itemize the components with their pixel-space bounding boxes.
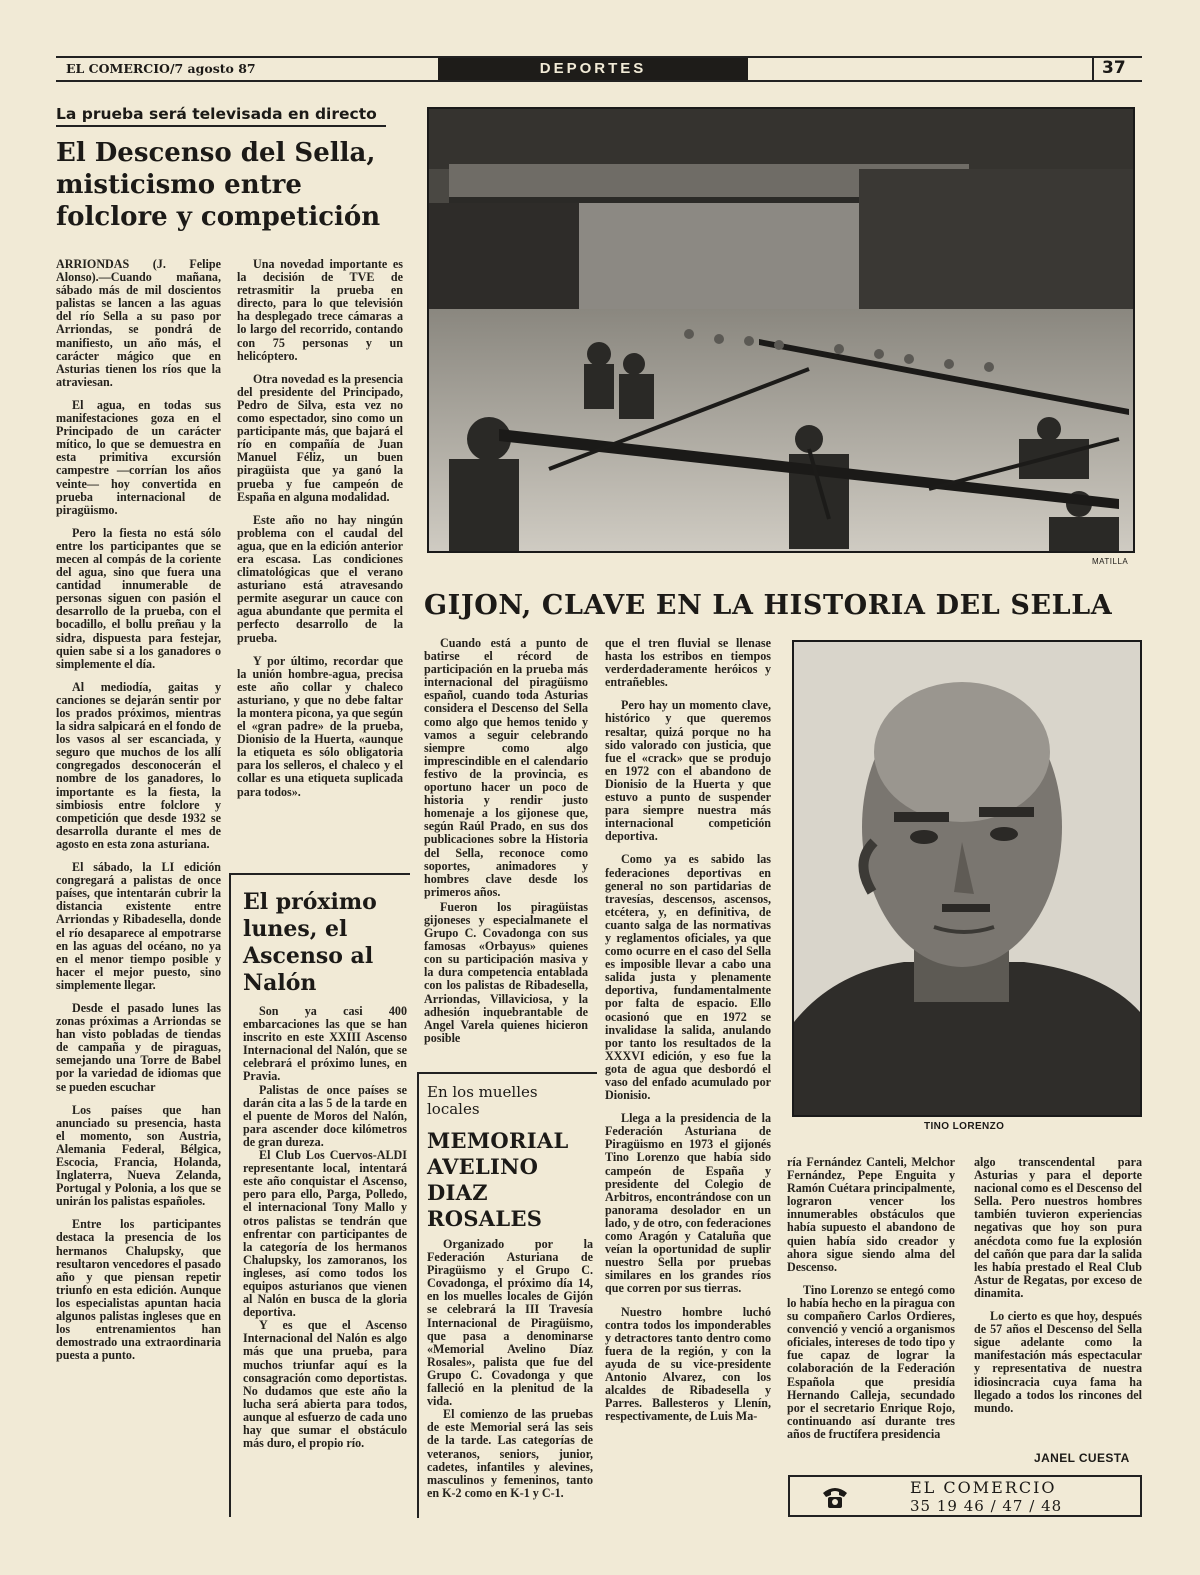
paragraph: Lo cierto es que hoy, después de 57 años el Descenso del Sella sigue adelante como la manifestación más espectacular y representativa de nuestra idiosincracia cuya fama ha llegado a todos los rincones del mundo. xyxy=(974,1309,1142,1415)
paragraph: Entre los participantes destaca la presencia de los hermanos Chalupsky, que resultaron vencedores el pasado año y que piensan repetir triunfo en esta edición. Aunque los especialistas apuntan hacia algunos palistas ingleses que en los entrenamientos han demostrado una extraordinaria puesta a punto. xyxy=(56,1217,221,1363)
section-title: DEPORTES xyxy=(539,60,647,77)
paragraph: Este año no hay ningún problema con el caudal del agua, que en la edición anterior era escasa. Las condiciones climatológicas que el verano asturiano está atravesando permite asegurar un cauce con agua abundante que permita el perfecto desarrollo de la prueba. xyxy=(237,512,403,645)
gijon-col4 xyxy=(974,1156,1142,1442)
paragraph: El Club Los Cuervos-ALDI representante local, intentará este año conquistar el Ascenso, pero para ello, Parga, Polledo, el internacional Tony Mallo y otros palistas se tendrán que enfrentar con participantes de la categoría de los hermanos Chalupsky, los zamoranos, los ingleses, así como todos los equipos asturianos que vienen al Nalón en busca de la gloria deportiva. xyxy=(243,1148,407,1320)
gijon-headline: GIJON, CLAVE EN LA HISTORIA DEL SELLA xyxy=(424,590,1113,621)
memorial-body xyxy=(427,1238,593,1518)
paragraph: que el tren fluvial se llenase hasta los estribos en tiempos verderdaderamente heróicos y entrañebles. xyxy=(605,637,771,690)
main-article-col1 xyxy=(56,258,221,1513)
paragraph: El sábado, la LI edición congregará a palistas de once países, que intentarán cubrir la distancia existente entre Arriondas y Ribadesella, donde el río desaparece al empotrarse en las aguas del océano, no ya en el menor tiempo posible y hacer el mejor puesto, sino simplemente llegar. xyxy=(56,860,221,992)
paragraph: Pero la fiesta no está sólo entre los participantes que se mecen al compás de la coriente del agua, sino que fuera una cantidad innumerable de personas siguen con pasión el desarrollo de la prueba, con el bocadillo, el bollu preñau y la sidra, dispuesta para festejar, quien sabe si a los ganadores o simplemente el día. xyxy=(56,525,221,671)
ad-phone: 35 19 46 / 47 / 48 xyxy=(910,1497,1063,1515)
nalon-body xyxy=(243,1005,407,1513)
memorial-headline: MEMORIAL AVELINO DIAZ ROSALES xyxy=(427,1128,569,1231)
paragraph: Desde el pasado lunes las zonas próximas a Arriondas se han visto pobladas de tiendas de campaña y de piraguas, semejando una Torre de Babel por la variedad de idiomas que se pueden escuchar xyxy=(56,1000,221,1094)
portrait-image xyxy=(794,642,1140,1115)
paragraph: Son ya casi 400 embarcaciones las que se han inscrito en este XXIII Ascenso Internacional del Nalón, que se celebrará el próximo lunes, en Pravia. xyxy=(243,1005,407,1084)
section-bar xyxy=(438,58,748,80)
paragraph: Y es que el Ascenso Internacional del Nalón es algo más que una prueba, para muchos triunfar aquí es la consagración como deportistas. No dudamos que este año la lucha será abierta para todos, aunque al esfuerzo de cada uno hay que sumar el obstáculo más duro, el propio río. xyxy=(243,1318,407,1451)
gijon-col1 xyxy=(424,637,588,1067)
race-photo-image xyxy=(429,109,1133,551)
race-photo xyxy=(427,107,1135,553)
nalon-headline: El próximo lunes, el Ascenso al Nalón xyxy=(243,889,377,996)
gijon-col3 xyxy=(787,1156,955,1466)
paragraph: Tino Lorenzo se entegó como lo había hecho en la piragua con su compañero Carlos Ordieres, convenció y venció a organismos oficiales, intereses de todo tipo y fue capaz de lograr la colaboración de la Federación Española que presidía Hernando Calleja, secundado por el secretario Enrique Rojo, continuando así durante tres años de fructífera presidencia xyxy=(787,1282,955,1441)
photo-credit: MATILLA xyxy=(1092,557,1129,566)
paragraph: Palistas de once países se darán cita a las 5 de la tarde en el puente de Moros del Nalón, para ascender doce kilómetros de gran dureza. xyxy=(243,1082,407,1149)
paragraph: Organizado por la Federación Asturiana de Piragüismo y el Grupo C. Covadonga, el próximo día 14, en los muelles locales de Gijón se celebrará la III Travesía Internacional de Piragüismo, que pasa a denominarse «Memorial Avelino Díaz Rosales», palista que fue del Grupo C. Covadonga y que falleció en la plenitud de la vida. xyxy=(427,1238,593,1409)
paragraph: algo transcendental para Asturias y para el deporte nacional como es el Descenso del Sella. Pero nuestros hombres también tuvieron experiencias negativas que hoy son pura anécdota como fue la explosión del cañón que para dar la salida les había prestado el Real Club Astur de Regatas, por exceso de dinamita. xyxy=(974,1156,1142,1300)
paragraph: ARRIONDAS (J. Felipe Alonso).—Cuando mañana, sábado más de mil doscientos palistas se lancen a las aguas del río Sella a su paso por Arriondas, se pondrá de manifiesto, un año más, el carácter mágico que en Asturias tienen los ríos que la atraviesan. xyxy=(56,258,221,389)
paragraph: Al mediodía, gaitas y canciones se dejarán sentir por los prados próximos, mientras la sidra salpicará en el fondo de los vasos al ser escanciada, y seguro que muchos de los allí congregados desconocerán el nombre de los ganadores, lo importante es la fiesta, la simbiosis entre folclore y competición que desde 1932 se desarrolla durante el mes de agosto en esta zona asturiana. xyxy=(56,679,221,851)
paragraph: Una novedad importante es la decisión de TVE de retrasmitir la prueba en directo, para lo que televisión ha desplegado trece cámaras a lo largo del recorrido, contando con 75 personas y un helicóptero. xyxy=(237,258,403,363)
gijon-col2 xyxy=(605,637,771,1517)
paragraph: Nuestro hombre luchó contra todos los imponderables y detractores tanto dentro como fuera de la región, y con la ayuda de su vice-presidente Antonio Alvarez, con los alcaldes de Ribadesella y Parres. Ballesteros y Llenín, respectivamente, de Luis Ma- xyxy=(605,1304,771,1424)
paragraph: ría Fernández Canteli, Melchor Fernández, Pepe Enguita y Ramón Cuétara principalmente, lograron vencer los innumerables obstáculos que había supuesto el abandono de quien había sido creador y ahora sigue siendo alma del Descenso. xyxy=(787,1156,955,1274)
page-header xyxy=(56,56,1142,82)
paragraph: El agua, en todas sus manifestaciones goza en el Principado de un carácter mítico, lo que se demuestra en esta primitiva excursión campestre —corrían los años veinte— hoy convertida en prueba internacional de piragüismo. xyxy=(56,397,221,517)
portrait-caption: TINO LORENZO xyxy=(924,1121,1005,1132)
paragraph: El comienzo de las pruebas de este Memorial será las seis de la tarde. Las categorías de veteranos, seniors, junior, cadetes, infantiles y alevines, masculinos y femeninos, tanto en K-2 como en K-1 y C-1. xyxy=(427,1407,593,1500)
comercio-ad xyxy=(788,1475,1142,1517)
paragraph: Y por último, recordar que la unión hombre-agua, precisa este año collar y chaleco asturiano, y que no debe faltar la montera picona, ya que según el «gran padre» de la prueba, Dionisio de la Huerta, «aunque la etiqueta es sólo obligatoria para los selleros, el chaleco y el collar es una etiqueta suplicada para todos». xyxy=(237,653,403,799)
page-number-rule xyxy=(1092,56,1094,82)
telephone-icon xyxy=(820,1483,850,1511)
memorial-box xyxy=(417,1072,597,1518)
main-headline: El Descenso del Sella, misticismo entre folclore y competición xyxy=(56,138,381,232)
nalon-box xyxy=(229,873,410,1517)
paragraph: Pero hay un momento clave, histórico y que queremos resaltar, quizá porque no ha sido valorado con justicia, que fue el «crack» que se produjo en 1972 con el abandono de Dionisio de la Huerta y que estuvo a punto de suspender para siempre nuestra más internacional competición deportiva. xyxy=(605,698,771,844)
paragraph: Otra novedad es la presencia del presidente del Principado, Pedro de Silva, esta vez no como espectador, sino como un participante más, que bajará el río en compañía de Juan Manuel Féliz, un buen piragüista que ya ganó la prueba y fue campeón de España en alguna modalidad. xyxy=(237,371,403,504)
paragraph: Fueron los piragüistas gijoneses y especialmanete el Grupo C. Covadonga con sus famosas «Orbayus» quienes con su participación masiva y la dura competencia entablada con los palistas de Ribadesella, Arriondas, Villaviciosa, y la adhesión inquebrantable de Angel Varela quienes hicieron posible xyxy=(424,899,588,1045)
paragraph: Como ya es sabido las federaciones deportivas en general no son partidarias de travesías, descensos, ascensos, etcétera, y, en definitiva, de cuanto salga de las normativas y reglamentos oficiales, ya que como ocurre en el caso del Sella es imposible llevar a cabo una salida justa y plenamente deportiva, fundamentalmente por falta de espacio. Ello ocasionó que en 1972 se invalidase la salida, anulando por tanto los resultados de la XXXVI edición, y eso fue la gota de agua que desbordó el vaso del enfado acumulado por Dionisio. xyxy=(605,852,771,1103)
paragraph: Cuando está a punto de batirse el récord de participación en la prueba más internacional del piragüismo español, cuando toda Asturias considera el Descenso del Sella como algo que hemos tenido y vamos a seguir celebrando siempre como algo imprescindible en el calendario festivo de la provincia, es oportuno hacer un poco de historia y rendir justo homenaje a los gijonese que, según Raúl Prado, en sus dos publicaciones sobre la Historia del Sella, reconoce como soportes, animadores y hombres clave desde los primeros años. xyxy=(424,637,588,899)
byline: JANEL CUESTA xyxy=(1034,1451,1130,1465)
page-number: 37 xyxy=(1102,58,1126,78)
masthead-date: EL COMERCIO/7 agosto 87 xyxy=(66,61,256,76)
ad-name: EL COMERCIO xyxy=(910,1478,1057,1497)
portrait-photo xyxy=(792,640,1142,1117)
main-article-col2 xyxy=(237,258,403,868)
memorial-kicker: En los muelles locales xyxy=(427,1083,538,1118)
paragraph: Llega a la presidencia de la Federación Asturiana de Piragüismo en 1973 el gijonés Tino Lorenzo que había sido campeón de España y presidente del Colegio de Arbitros, encontrándose con un panorama desolador en un lado, y de otro, con federaciones como Aragón y Cataluña que veían la oportunidad de suplir nuestro Sella por pruebas similares en los grandes ríos que corren por sus tierras. xyxy=(605,1111,771,1296)
kicker: La prueba será televisada en directo xyxy=(56,105,386,127)
paragraph: Los países que han anunciado su presencia, hasta el momento, son Austria, Alemania Federal, Bélgica, Escocia, Francia, Holanda, Inglaterra, Nueva Zelanda, Portugal y Polonia, a los que se unirán los palistas españoles. xyxy=(56,1102,221,1209)
header-bottom-rule xyxy=(56,80,1142,82)
